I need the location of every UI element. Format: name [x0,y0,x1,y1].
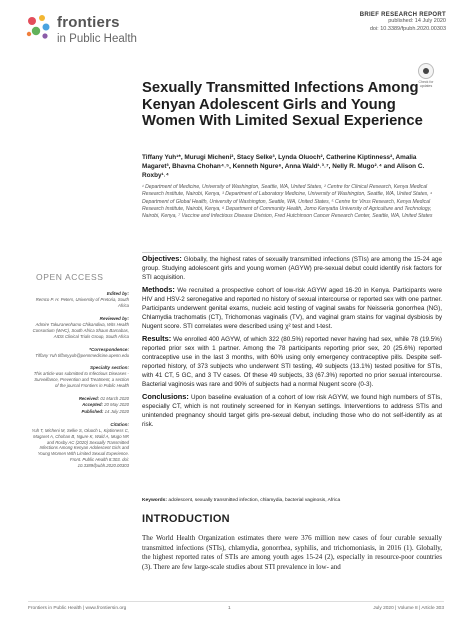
frontiers-logo-icon [24,12,54,42]
published-value: 14 July 2020 [104,408,129,414]
logo-journal: in Public Health [57,33,137,45]
specialty-text: This article was submitted to Infectious Diseases - Surveillance, Prevention and Treatment, a section of the journal Frontiers in Public Health [33,371,129,389]
open-access-label: OPEN ACCESS [36,272,104,282]
abstract [142,254,442,432]
conclusions-text: Upon baseline evaluation of a cohort of low risk AGYW, we found high numbers of STIs, especially CT, which is not routinely screened for in Kenyan settings. Interventions to address STIs and unintended pregnancy should target girls pre-sexual debut, including those who do not self-identify as at risk. [142,394,443,428]
dates-block [30,396,129,415]
correspondence-email[interactable]: Tiffany Yuh tiffanyyuh@pennmedicine.upenn.edu [35,352,129,358]
published-date-sidebar [30,409,129,415]
reviewed-by-text: Admire Takuranenhamo Chikandiwa, Wits Health Consortium (WHC), South Africa Shaun Barnabas, AIDS Clinical Trials Group, South Africa [32,321,129,339]
accepted-label: Accepted: [82,402,103,408]
accepted-value: 20 May 2020 [104,402,129,408]
received-value: 01 March 2020 [100,396,129,402]
specialty-heading: Specialty section: [89,365,129,371]
keywords-text: adolescent, sexually transmitted infection, chlamydia, bacterial vaginosis, Africa [168,498,341,503]
results-label: Results: [142,334,172,343]
reviewed-by-block [30,316,129,340]
check-updates-label: Check for updates [418,80,434,88]
objectives-label: Objectives: [142,254,182,263]
divider [142,252,442,253]
introduction-heading: INTRODUCTION [142,513,230,525]
correspondence-block [30,347,129,359]
methods-label: Methods: [142,285,175,294]
abstract-conclusions [142,392,442,429]
introduction-text: The World Health Organization estimates there were 376 million new cases of four curable sexually transmitted infections (STIs), chlamydia, gonorrhea, syphilis, and trichomoniasis, in 2016 (1). Globally, the highest reported rates of STIs are among youth ages 15-24 (2), especially in resource-poor countries (3). There are few large-scale studies about STI prevalence in low- and [142,534,442,572]
specialty-section-block [30,365,129,389]
author-list: Tiffany Yuh¹*, Murugi Micheni², Stacy Selke³, Lynda Oluoch², Catherine Kiptinness², Amalia Magaret³, Bhavna Chohan⁴˒⁵, Kenneth Ngure⁶, Anna Wald¹˒³˒⁷, Nelly R. Mugo²˒⁴ and Alison C. Roxby¹˒⁴ [142,154,425,180]
footer-divider [28,601,444,602]
citation-text: Yuh T, Micheni M, Selke S, Oluoch L, Kiptinness C, Magaret A, Chohan B, Ngure K, Wald A, Mugo NR and Roxby AC (2020) Sexually Transmitted Infections Among Kenyan Adolescent Girls and Young Women With Limited Sexual Experience. Front. Public Health 8:303. doi: 10.3389/fpubh.2020.00303 [31,427,129,469]
conclusions-label: Conclusions: [142,392,189,401]
doi-link[interactable]: doi: 10.3389/fpubh.2020.00303 [369,25,446,32]
page-number: 1 [228,606,231,611]
correspondence-heading: *Correspondence: [89,346,129,352]
abstract-results [142,334,442,389]
edited-by-text: Remco P. H. Peters, University of Pretoria, South Africa [35,297,129,308]
received-label: Received: [78,396,100,402]
abstract-methods [142,285,442,331]
citation-heading: Citation: [110,421,129,427]
check-updates-icon [418,63,434,79]
abstract-objectives [142,254,442,282]
article-type: BRIEF RESEARCH REPORT [359,12,446,18]
citation-block [30,422,129,469]
article-meta [360,12,446,33]
affiliations: ¹ Department of Medicine, University of Washington, Seattle, WA, United States, ² Centre for Clinical Research, Kenya Medical Research Institute, Nairobi, Kenya, ³ Department of Laboratory Medicine, University of Washington, Seattle, WA, United States, ⁴ Department of Global Health, University of Washington, Seattle, WA, United States, ⁵ Centre for Virus Research, Kenya Medical Research Institute, Nairobi, Kenya, ⁶ Department of Community Health, Jomo Kenyatta University of Agriculture and Technology, Nairobi, Kenya, ⁷ Vaccine and Infectious Disease Division, Fred Hutchinson Cancer Research Center, Seattle, WA, United States [142,184,433,220]
methods-text: We recruited a prospective cohort of low-risk AGYW aged 16-20 in Kenya. Participants were HIV and HSV-2 seronegative and reported no history of sexual intercourse or reported sex with one partner. Participants underwent genital exams, nucleic acid testing of vaginal swabs for Neisseria gonorrhea (NG), Chlamydia trachomatis (CT), Trichomonas vaginalis (TV), and vaginal gram stains for vaginal dysbiosis by Nugent score. STI correlates were described using χ² test and t-test. [142,287,442,330]
published-label: Published: [81,408,104,414]
published-date: published: 14 July 2020 [388,18,446,24]
article-info-sidebar [30,272,129,476]
reviewed-by-heading: Reviewed by: [99,315,129,321]
keywords-label: Keywords: [142,498,168,503]
footer-journal[interactable]: Frontiers in Public Health | www.frontiersin.org [28,606,127,611]
footer-issue: July 2020 | Volume 8 | Article 303 [373,606,444,611]
objectives-text: Globally, the highest rates of sexually transmitted infections (STIs) are among the 15-24 age group. Studying adolescent girls and young women (AGYW) pre-sexual debut could identify risk factors for STI acquisition. [142,256,442,281]
results-text: We enrolled 400 AGYW, of which 322 (80.5%) reported never having had sex, while 78 (19.5%) reported prior sex with 1 partner. Among the 78 participants reporting prior sex, 20 (25.6%) reported contraceptive use in the last 3 months, with 60% using only emergency contraceptive pills. Despite self-reported history, of 373 subjects who underwent STI testing, 49 subjects (13.1%) tested positive for STIs, with 41 CT, 5 GC, and 3 TV cases. Of these 49 subjects, 33 (67.3%) reported no prior sexual intercourse. Bacterial vaginosis was rare and 90% of subjects had a normal Nugent score (0-3). [142,336,443,388]
frontiers-logo[interactable] [24,12,164,52]
article-title: Sexually Transmitted Infections Among Kenyan Adolescent Girls and Young Women With Limited Sexual Experience [142,80,423,129]
keywords [142,498,442,505]
edited-by-heading: Edited by: [106,291,129,296]
logo-name: frontiers [57,14,120,31]
edited-by-block [30,291,129,309]
